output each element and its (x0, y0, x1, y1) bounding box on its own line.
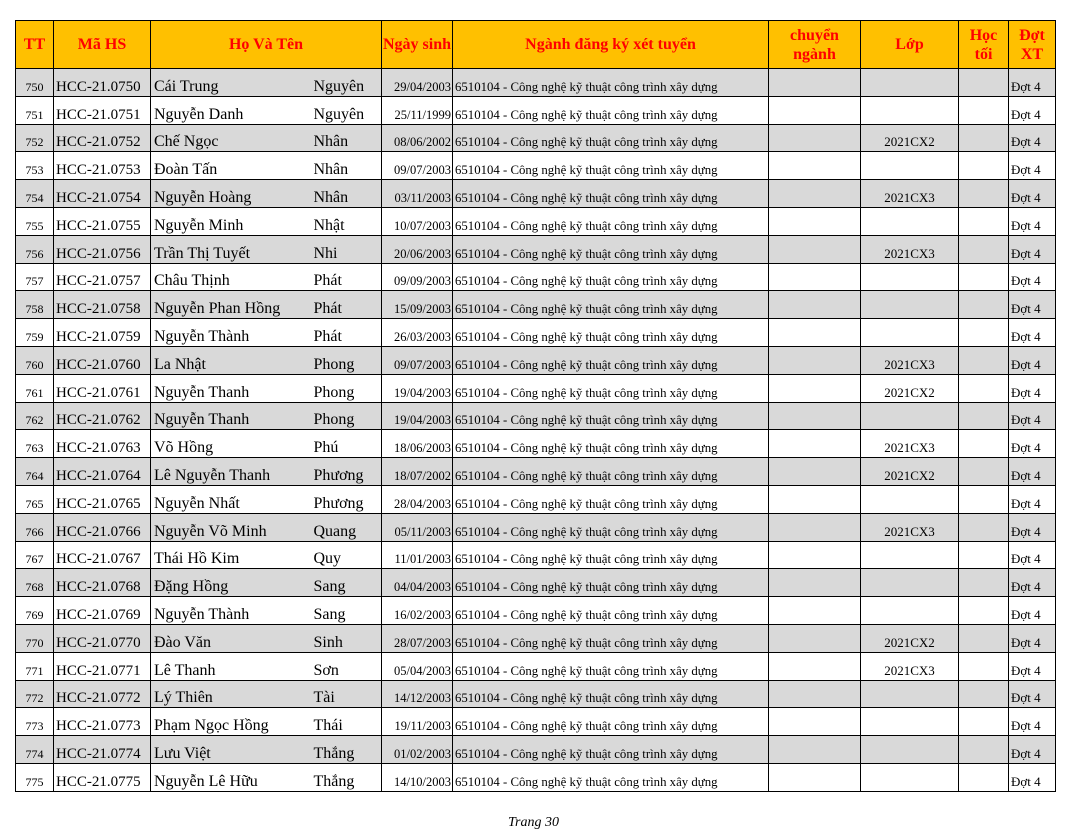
cell-hoc-toi (959, 374, 1009, 402)
cell-ten: Sơn (312, 652, 382, 680)
cell-tt: 754 (16, 180, 54, 208)
cell-hoc-toi (959, 319, 1009, 347)
cell-ten: Phát (312, 263, 382, 291)
cell-ten: Sang (312, 569, 382, 597)
cell-dot-xt: Đợt 4 (1009, 736, 1056, 764)
cell-tt: 762 (16, 402, 54, 430)
cell-dot-xt: Đợt 4 (1009, 624, 1056, 652)
cell-ho: Nguyễn Phan Hồng (151, 291, 312, 319)
cell-ho: Nguyễn Danh (151, 96, 312, 124)
cell-lop (861, 291, 959, 319)
cell-ho: Lưu Việt (151, 736, 312, 764)
cell-nganh: 6510104 - Công nghệ kỹ thuật công trình xây dựng (453, 513, 769, 541)
cell-ho: Chế Ngọc (151, 124, 312, 152)
cell-hoc-toi (959, 96, 1009, 124)
cell-ho: Lý Thiên (151, 680, 312, 708)
cell-chuyen-nganh (769, 597, 861, 625)
cell-lop (861, 541, 959, 569)
cell-ho: Nguyễn Hoàng (151, 180, 312, 208)
cell-tt: 752 (16, 124, 54, 152)
cell-hoc-toi (959, 763, 1009, 791)
cell-dot-xt: Đợt 4 (1009, 430, 1056, 458)
cell-dot-xt: Đợt 4 (1009, 374, 1056, 402)
table-row (16, 597, 1056, 625)
table-row (16, 207, 1056, 235)
cell-ten: Nhân (312, 152, 382, 180)
cell-lop (861, 763, 959, 791)
header-ma-hs: Mã HS (54, 21, 151, 69)
cell-dot-xt: Đợt 4 (1009, 124, 1056, 152)
table-row (16, 124, 1056, 152)
cell-tt: 750 (16, 69, 54, 97)
cell-ngay-sinh: 28/07/2003 (382, 624, 453, 652)
cell-ngay-sinh: 19/04/2003 (382, 402, 453, 430)
cell-nganh: 6510104 - Công nghệ kỹ thuật công trình xây dựng (453, 263, 769, 291)
cell-chuyen-nganh (769, 263, 861, 291)
cell-hoc-toi (959, 263, 1009, 291)
cell-ngay-sinh: 03/11/2003 (382, 180, 453, 208)
cell-ngay-sinh: 20/06/2003 (382, 235, 453, 263)
cell-tt: 773 (16, 708, 54, 736)
cell-ngay-sinh: 14/12/2003 (382, 680, 453, 708)
table-row (16, 346, 1056, 374)
table-row (16, 541, 1056, 569)
cell-nganh: 6510104 - Công nghệ kỹ thuật công trình xây dựng (453, 291, 769, 319)
cell-chuyen-nganh (769, 96, 861, 124)
cell-dot-xt: Đợt 4 (1009, 96, 1056, 124)
cell-lop (861, 597, 959, 625)
cell-hoc-toi (959, 708, 1009, 736)
cell-dot-xt: Đợt 4 (1009, 513, 1056, 541)
cell-ngay-sinh: 26/03/2003 (382, 319, 453, 347)
cell-hoc-toi (959, 207, 1009, 235)
page-number: Trang 30 (508, 815, 559, 830)
cell-hoc-toi (959, 430, 1009, 458)
header-ngay-sinh: Ngày sinh (382, 21, 453, 69)
cell-hoc-toi (959, 124, 1009, 152)
cell-tt: 769 (16, 597, 54, 625)
cell-ten: Nhân (312, 124, 382, 152)
cell-ten: Nhân (312, 180, 382, 208)
cell-nganh: 6510104 - Công nghệ kỹ thuật công trình xây dựng (453, 124, 769, 152)
header-chuyen-nganh: chuyển ngành (769, 21, 861, 69)
cell-hoc-toi (959, 652, 1009, 680)
cell-ma-hs: HCC-21.0758 (54, 291, 151, 319)
cell-dot-xt: Đợt 4 (1009, 207, 1056, 235)
cell-ngay-sinh: 10/07/2003 (382, 207, 453, 235)
cell-hoc-toi (959, 402, 1009, 430)
cell-tt: 770 (16, 624, 54, 652)
cell-chuyen-nganh (769, 69, 861, 97)
cell-dot-xt: Đợt 4 (1009, 180, 1056, 208)
cell-hoc-toi (959, 235, 1009, 263)
table-row (16, 708, 1056, 736)
cell-dot-xt: Đợt 4 (1009, 652, 1056, 680)
cell-tt: 753 (16, 152, 54, 180)
table-row (16, 374, 1056, 402)
table-row (16, 624, 1056, 652)
cell-ho: Đoàn Tấn (151, 152, 312, 180)
cell-ten: Nguyên (312, 69, 382, 97)
cell-ma-hs: HCC-21.0762 (54, 402, 151, 430)
cell-nganh: 6510104 - Công nghệ kỹ thuật công trình xây dựng (453, 763, 769, 791)
cell-ho: Cái Trung (151, 69, 312, 97)
cell-ngay-sinh: 19/04/2003 (382, 374, 453, 402)
cell-ngay-sinh: 28/04/2003 (382, 485, 453, 513)
cell-hoc-toi (959, 69, 1009, 97)
cell-ma-hs: HCC-21.0759 (54, 319, 151, 347)
cell-ten: Tài (312, 680, 382, 708)
cell-ten: Thắng (312, 763, 382, 791)
cell-ho: Lê Nguyễn Thanh (151, 458, 312, 486)
cell-hoc-toi (959, 180, 1009, 208)
cell-ho: Đặng Hồng (151, 569, 312, 597)
cell-ho: Nguyễn Lê Hữu (151, 763, 312, 791)
cell-tt: 775 (16, 763, 54, 791)
cell-tt: 768 (16, 569, 54, 597)
table-row (16, 513, 1056, 541)
cell-ma-hs: HCC-21.0764 (54, 458, 151, 486)
cell-lop (861, 402, 959, 430)
cell-lop: 2021CX2 (861, 624, 959, 652)
cell-ngay-sinh: 08/06/2002 (382, 124, 453, 152)
cell-ho: Thái Hồ Kim (151, 541, 312, 569)
header-nganh: Ngành đăng ký xét tuyển (453, 21, 769, 69)
cell-ten: Sang (312, 597, 382, 625)
cell-tt: 774 (16, 736, 54, 764)
cell-hoc-toi (959, 569, 1009, 597)
cell-nganh: 6510104 - Công nghệ kỹ thuật công trình xây dựng (453, 569, 769, 597)
cell-ngay-sinh: 01/02/2003 (382, 736, 453, 764)
cell-ten: Phong (312, 346, 382, 374)
cell-ma-hs: HCC-21.0756 (54, 235, 151, 263)
cell-tt: 760 (16, 346, 54, 374)
table-row (16, 458, 1056, 486)
cell-ho: Nguyễn Thành (151, 319, 312, 347)
cell-ma-hs: HCC-21.0769 (54, 597, 151, 625)
cell-ho: Đào Văn (151, 624, 312, 652)
cell-tt: 755 (16, 207, 54, 235)
cell-chuyen-nganh (769, 763, 861, 791)
cell-ho: Nguyễn Minh (151, 207, 312, 235)
cell-dot-xt: Đợt 4 (1009, 569, 1056, 597)
cell-nganh: 6510104 - Công nghệ kỹ thuật công trình xây dựng (453, 736, 769, 764)
cell-chuyen-nganh (769, 736, 861, 764)
cell-ma-hs: HCC-21.0774 (54, 736, 151, 764)
cell-nganh: 6510104 - Công nghệ kỹ thuật công trình xây dựng (453, 96, 769, 124)
cell-ten: Phương (312, 485, 382, 513)
cell-lop: 2021CX2 (861, 124, 959, 152)
cell-chuyen-nganh (769, 235, 861, 263)
cell-dot-xt: Đợt 4 (1009, 69, 1056, 97)
cell-nganh: 6510104 - Công nghệ kỹ thuật công trình xây dựng (453, 541, 769, 569)
cell-ngay-sinh: 05/04/2003 (382, 652, 453, 680)
cell-chuyen-nganh (769, 652, 861, 680)
cell-lop: 2021CX3 (861, 430, 959, 458)
cell-ten: Nhật (312, 207, 382, 235)
cell-tt: 759 (16, 319, 54, 347)
cell-hoc-toi (959, 346, 1009, 374)
cell-ma-hs: HCC-21.0754 (54, 180, 151, 208)
cell-dot-xt: Đợt 4 (1009, 402, 1056, 430)
table-row (16, 152, 1056, 180)
cell-lop (861, 736, 959, 764)
cell-tt: 763 (16, 430, 54, 458)
cell-lop: 2021CX2 (861, 458, 959, 486)
cell-ngay-sinh: 09/07/2003 (382, 346, 453, 374)
cell-chuyen-nganh (769, 708, 861, 736)
cell-chuyen-nganh (769, 624, 861, 652)
cell-ngay-sinh: 15/09/2003 (382, 291, 453, 319)
table-row (16, 569, 1056, 597)
cell-lop (861, 485, 959, 513)
cell-hoc-toi (959, 291, 1009, 319)
cell-dot-xt: Đợt 4 (1009, 291, 1056, 319)
roster-body (16, 69, 1056, 792)
cell-ngay-sinh: 18/06/2003 (382, 430, 453, 458)
cell-ho: Nguyễn Nhất (151, 485, 312, 513)
cell-ho: Nguyễn Võ Minh (151, 513, 312, 541)
cell-nganh: 6510104 - Công nghệ kỹ thuật công trình xây dựng (453, 402, 769, 430)
cell-nganh: 6510104 - Công nghệ kỹ thuật công trình xây dựng (453, 152, 769, 180)
cell-chuyen-nganh (769, 180, 861, 208)
cell-ten: Thái (312, 708, 382, 736)
cell-lop (861, 263, 959, 291)
cell-chuyen-nganh (769, 291, 861, 319)
cell-ma-hs: HCC-21.0775 (54, 763, 151, 791)
cell-lop: 2021CX2 (861, 374, 959, 402)
cell-ho: Phạm Ngọc Hồng (151, 708, 312, 736)
cell-chuyen-nganh (769, 402, 861, 430)
cell-dot-xt: Đợt 4 (1009, 458, 1056, 486)
cell-tt: 764 (16, 458, 54, 486)
cell-ngay-sinh: 25/11/1999 (382, 96, 453, 124)
cell-ngay-sinh: 29/04/2003 (382, 69, 453, 97)
cell-chuyen-nganh (769, 374, 861, 402)
cell-ma-hs: HCC-21.0772 (54, 680, 151, 708)
cell-tt: 758 (16, 291, 54, 319)
header-tt: TT (16, 21, 54, 69)
cell-lop: 2021CX3 (861, 180, 959, 208)
student-roster-table (15, 20, 1056, 792)
cell-tt: 766 (16, 513, 54, 541)
cell-ten: Sinh (312, 624, 382, 652)
cell-ngay-sinh: 09/07/2003 (382, 152, 453, 180)
table-row (16, 69, 1056, 97)
header-hoc-toi: Học tối (959, 21, 1009, 69)
cell-nganh: 6510104 - Công nghệ kỹ thuật công trình xây dựng (453, 180, 769, 208)
cell-nganh: 6510104 - Công nghệ kỹ thuật công trình xây dựng (453, 374, 769, 402)
cell-chuyen-nganh (769, 541, 861, 569)
cell-tt: 765 (16, 485, 54, 513)
cell-ngay-sinh: 09/09/2003 (382, 263, 453, 291)
cell-ma-hs: HCC-21.0768 (54, 569, 151, 597)
cell-chuyen-nganh (769, 124, 861, 152)
cell-hoc-toi (959, 736, 1009, 764)
cell-dot-xt: Đợt 4 (1009, 235, 1056, 263)
cell-lop: 2021CX3 (861, 346, 959, 374)
cell-lop (861, 152, 959, 180)
cell-ten: Thắng (312, 736, 382, 764)
cell-chuyen-nganh (769, 319, 861, 347)
cell-lop (861, 207, 959, 235)
cell-dot-xt: Đợt 4 (1009, 263, 1056, 291)
cell-nganh: 6510104 - Công nghệ kỹ thuật công trình xây dựng (453, 485, 769, 513)
cell-ngay-sinh: 16/02/2003 (382, 597, 453, 625)
cell-ho: Châu Thịnh (151, 263, 312, 291)
cell-ho: Nguyễn Thanh (151, 402, 312, 430)
header-dot-xt: Đợt XT (1009, 21, 1056, 69)
cell-dot-xt: Đợt 4 (1009, 319, 1056, 347)
table-row (16, 319, 1056, 347)
cell-nganh: 6510104 - Công nghệ kỹ thuật công trình xây dựng (453, 346, 769, 374)
cell-nganh: 6510104 - Công nghệ kỹ thuật công trình xây dựng (453, 430, 769, 458)
table-row (16, 263, 1056, 291)
cell-ngay-sinh: 19/11/2003 (382, 708, 453, 736)
cell-tt: 772 (16, 680, 54, 708)
cell-dot-xt: Đợt 4 (1009, 680, 1056, 708)
cell-ma-hs: HCC-21.0765 (54, 485, 151, 513)
cell-hoc-toi (959, 624, 1009, 652)
cell-tt: 751 (16, 96, 54, 124)
cell-ngay-sinh: 04/04/2003 (382, 569, 453, 597)
cell-nganh: 6510104 - Công nghệ kỹ thuật công trình xây dựng (453, 235, 769, 263)
table-row (16, 763, 1056, 791)
cell-ma-hs: HCC-21.0773 (54, 708, 151, 736)
cell-ma-hs: HCC-21.0760 (54, 346, 151, 374)
table-row (16, 680, 1056, 708)
cell-ma-hs: HCC-21.0771 (54, 652, 151, 680)
cell-hoc-toi (959, 485, 1009, 513)
cell-tt: 761 (16, 374, 54, 402)
cell-hoc-toi (959, 680, 1009, 708)
cell-ten: Phú (312, 430, 382, 458)
cell-chuyen-nganh (769, 346, 861, 374)
cell-hoc-toi (959, 541, 1009, 569)
cell-ho: Lê Thanh (151, 652, 312, 680)
cell-ma-hs: HCC-21.0753 (54, 152, 151, 180)
cell-ma-hs: HCC-21.0757 (54, 263, 151, 291)
cell-chuyen-nganh (769, 485, 861, 513)
cell-ho: Võ Hồng (151, 430, 312, 458)
cell-nganh: 6510104 - Công nghệ kỹ thuật công trình xây dựng (453, 708, 769, 736)
cell-dot-xt: Đợt 4 (1009, 708, 1056, 736)
cell-chuyen-nganh (769, 430, 861, 458)
cell-chuyen-nganh (769, 207, 861, 235)
cell-ten: Nhi (312, 235, 382, 263)
cell-ho: Nguyễn Thanh (151, 374, 312, 402)
cell-nganh: 6510104 - Công nghệ kỹ thuật công trình xây dựng (453, 680, 769, 708)
cell-lop (861, 569, 959, 597)
table-row (16, 652, 1056, 680)
cell-nganh: 6510104 - Công nghệ kỹ thuật công trình xây dựng (453, 207, 769, 235)
cell-hoc-toi (959, 152, 1009, 180)
cell-nganh: 6510104 - Công nghệ kỹ thuật công trình xây dựng (453, 319, 769, 347)
cell-lop (861, 319, 959, 347)
cell-ten: Phát (312, 291, 382, 319)
cell-lop: 2021CX3 (861, 513, 959, 541)
cell-lop (861, 680, 959, 708)
header-lop: Lớp (861, 21, 959, 69)
table-row (16, 736, 1056, 764)
table-row (16, 402, 1056, 430)
cell-dot-xt: Đợt 4 (1009, 346, 1056, 374)
cell-ten: Nguyên (312, 96, 382, 124)
cell-ma-hs: HCC-21.0761 (54, 374, 151, 402)
cell-ma-hs: HCC-21.0750 (54, 69, 151, 97)
table-row (16, 180, 1056, 208)
cell-lop (861, 708, 959, 736)
cell-chuyen-nganh (769, 458, 861, 486)
cell-ma-hs: HCC-21.0763 (54, 430, 151, 458)
cell-chuyen-nganh (769, 152, 861, 180)
cell-chuyen-nganh (769, 569, 861, 597)
cell-ten: Phong (312, 402, 382, 430)
cell-tt: 756 (16, 235, 54, 263)
cell-ma-hs: HCC-21.0770 (54, 624, 151, 652)
cell-chuyen-nganh (769, 513, 861, 541)
table-row (16, 235, 1056, 263)
cell-dot-xt: Đợt 4 (1009, 763, 1056, 791)
cell-dot-xt: Đợt 4 (1009, 597, 1056, 625)
cell-ho: La Nhật (151, 346, 312, 374)
cell-nganh: 6510104 - Công nghệ kỹ thuật công trình xây dựng (453, 624, 769, 652)
cell-hoc-toi (959, 513, 1009, 541)
cell-ten: Quang (312, 513, 382, 541)
table-row (16, 96, 1056, 124)
cell-nganh: 6510104 - Công nghệ kỹ thuật công trình xây dựng (453, 597, 769, 625)
cell-ma-hs: HCC-21.0766 (54, 513, 151, 541)
cell-tt: 757 (16, 263, 54, 291)
cell-dot-xt: Đợt 4 (1009, 485, 1056, 513)
cell-ten: Phương (312, 458, 382, 486)
cell-ten: Phong (312, 374, 382, 402)
cell-hoc-toi (959, 597, 1009, 625)
cell-ho: Nguyễn Thành (151, 597, 312, 625)
header-ho-ten: Họ Và Tên (151, 21, 382, 69)
cell-nganh: 6510104 - Công nghệ kỹ thuật công trình xây dựng (453, 69, 769, 97)
cell-nganh: 6510104 - Công nghệ kỹ thuật công trình xây dựng (453, 652, 769, 680)
cell-ngay-sinh: 14/10/2003 (382, 763, 453, 791)
cell-ma-hs: HCC-21.0755 (54, 207, 151, 235)
cell-ho: Trần Thị Tuyết (151, 235, 312, 263)
table-row (16, 430, 1056, 458)
cell-ngay-sinh: 05/11/2003 (382, 513, 453, 541)
cell-nganh: 6510104 - Công nghệ kỹ thuật công trình xây dựng (453, 458, 769, 486)
cell-ma-hs: HCC-21.0752 (54, 124, 151, 152)
cell-dot-xt: Đợt 4 (1009, 541, 1056, 569)
table-row (16, 291, 1056, 319)
cell-dot-xt: Đợt 4 (1009, 152, 1056, 180)
cell-lop: 2021CX3 (861, 235, 959, 263)
cell-chuyen-nganh (769, 680, 861, 708)
table-row (16, 485, 1056, 513)
cell-ten: Quy (312, 541, 382, 569)
cell-lop: 2021CX3 (861, 652, 959, 680)
cell-ma-hs: HCC-21.0767 (54, 541, 151, 569)
cell-hoc-toi (959, 458, 1009, 486)
cell-lop (861, 69, 959, 97)
cell-ngay-sinh: 18/07/2002 (382, 458, 453, 486)
cell-tt: 767 (16, 541, 54, 569)
cell-ngay-sinh: 11/01/2003 (382, 541, 453, 569)
cell-lop (861, 96, 959, 124)
cell-ten: Phát (312, 319, 382, 347)
cell-ma-hs: HCC-21.0751 (54, 96, 151, 124)
cell-tt: 771 (16, 652, 54, 680)
header-row (16, 21, 1056, 69)
